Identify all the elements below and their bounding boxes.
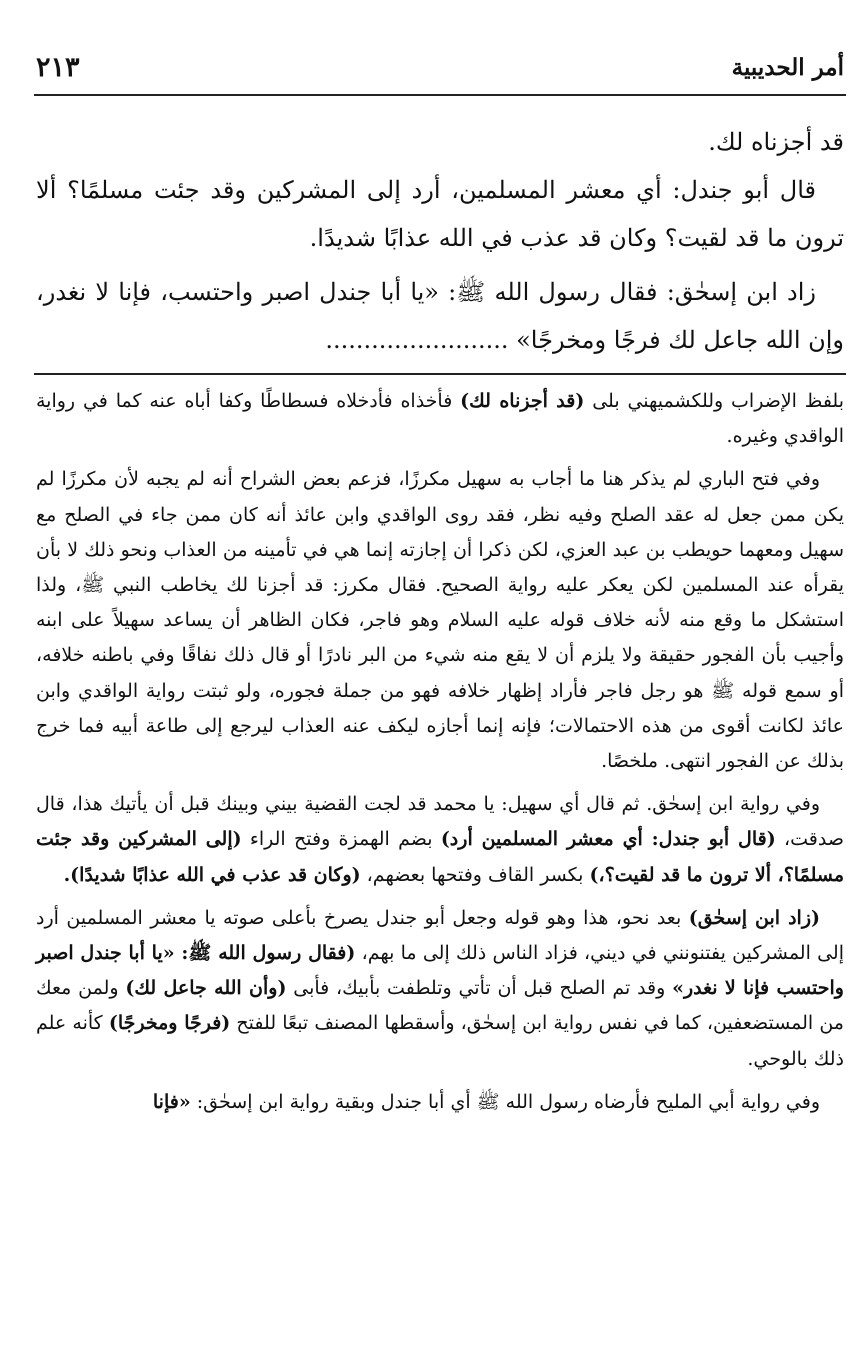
main-paragraph: زاد ابن إسحٰق: فقال رسول الله ﷺ: «يا أبا جندل اصبر واحتسب، فإنا لا نغدر، وإن الله جاعل لك فرجًا ومخرجًا» ........................ (36, 278, 844, 354)
main-paragraph: قال أبو جندل: أي معشر المسلمين، أرد إلى المشركين وقد جئت مسلمًا؟ ألا ترون ما قد لقيت؟ وكان قد عذب في الله عذابًا شديدًا. (36, 176, 844, 252)
commentary-paragraph (36, 1085, 844, 1120)
quoted-text: «فإنا (152, 1090, 191, 1113)
main-text (36, 118, 844, 364)
commentary-text: بعد نحو، هذا وهو قوله وجعل أبو جندل يصرخ بأعلى صوته يا معشر المسلمين أرد إلى المشركين يفتنونني في ديني، فزاد الناس ذلك إلى ما بهم، (36, 906, 845, 965)
commentary-text: بكسر القاف وفتحها بعضهم، (360, 863, 590, 886)
page-number: ٢١٣ (36, 51, 80, 83)
quoted-text: (زاد ابن إسحٰق) (688, 906, 820, 929)
quoted-text: (فقال رسول الله ﷺ: «يا أبا جندل اصبر واحتسب فإنا لا نغدر» (36, 942, 844, 1000)
commentary-paragraph (36, 384, 844, 454)
commentary-text: وفي رواية ابن إسحٰق. ثم قال أي سهيل: يا محمد قد لجت القضية بيني وبينك قبل أن يأتيك هذا، قال صدقت، (36, 793, 844, 851)
commentary-text: فأخذاه فأدخلاه فسطاطًا وكفا أباه عنه كما في رواية الواقدي وغيره. (36, 390, 844, 448)
commentary-text: بلفظ الإضراب وللكشميهني بلى (584, 390, 845, 412)
quoted-text: (قال أبو جندل: أي معشر المسلمين أرد) (440, 828, 776, 851)
commentary (36, 384, 844, 1128)
commentary-text: ولمن معك من المستضعفين، كما في نفس رواية ابن إسحٰق، وأسقطها المصنف تبعًا للفتح (36, 977, 844, 1035)
commentary-text: كأنه علم ذلك بالوحي. (36, 1012, 844, 1070)
quoted-text: (وكان قد عذب في الله عذابًا شديدًا). (63, 863, 361, 886)
commentary-paragraph: وفي فتح الباري لم يذكر هنا ما أجاب به سهيل مكرزًا، فزعم بعض الشراح أنه لم يجبه لأن مكرزًا لم يكن ممن جعل له عقد الصلح وفيه نظر، فقد روى الواقدي وابن عائذ أنه كان ممن جاء في الصلح مع سهيل ومعهما حويطب بن عبد العزي، لكن ذكرا أن إجازته إنما هي في تأمينه من العذاب ونحو ذلك لا بأن يقرأه عند المسلمين لكن يعكر عليه رواية الصحيح. فقال مكرز: قد أجزنا لك يخاطب النبي ﷺ، ولذا استشكل ما وقع منه لأنه خلاف قوله عليه السلام وهو فاجر، فكان الظاهر أن يساعد سهيلاً على ابنه وأجيب بأن الفجور حقيقة ولا يلزم أن لا يقع منه شيء من البر نادرًا أو قال ذلك نفاقًا وفي باطنه خلافه، أو سمع قوله ﷺ هو رجل فاجر فأراد إظهار خلافه فهو من جملة فجوره، ولو ثبتت رواية الواقدي وابن عائذ لكانت أقوى من هذه الاحتمالات؛ فإنه إنما أجازه ليكف عنه العذاب ليرجع إلى طاعة أبيه فما خرج بذلك عن الفجور انتهى. ملخصًا. (36, 468, 844, 773)
page-header (36, 44, 844, 90)
header-rule (34, 94, 846, 96)
quoted-text: (إلى المشركين وقد جئت مسلمًا؟، ألا ترون ما قد لقيت؟،) (36, 828, 844, 886)
commentary-text: وقد تم الصلح قبل أن تأتي وتلطفت بأبيك، فأبى (286, 977, 673, 1000)
quoted-text: (وأن الله جاعل لك) (125, 977, 287, 1000)
commentary-paragraph (36, 787, 844, 893)
quoted-text: (فرجًا ومخرجًا) (108, 1012, 231, 1035)
running-title: أمر الحديبية (731, 53, 844, 81)
separator-rule (34, 373, 846, 375)
commentary-paragraph (36, 901, 844, 1077)
commentary-text: وفي رواية أبي المليح فأرضاه رسول الله ﷺ أي أبا جندل وبقية رواية ابن إسحٰق: (190, 1090, 820, 1113)
main-line: قد أجزناه لك. (708, 128, 844, 156)
quoted-text: (قد أجزناه لك) (460, 390, 585, 412)
commentary-text: بضم الهمزة وفتح الراء (241, 828, 441, 851)
